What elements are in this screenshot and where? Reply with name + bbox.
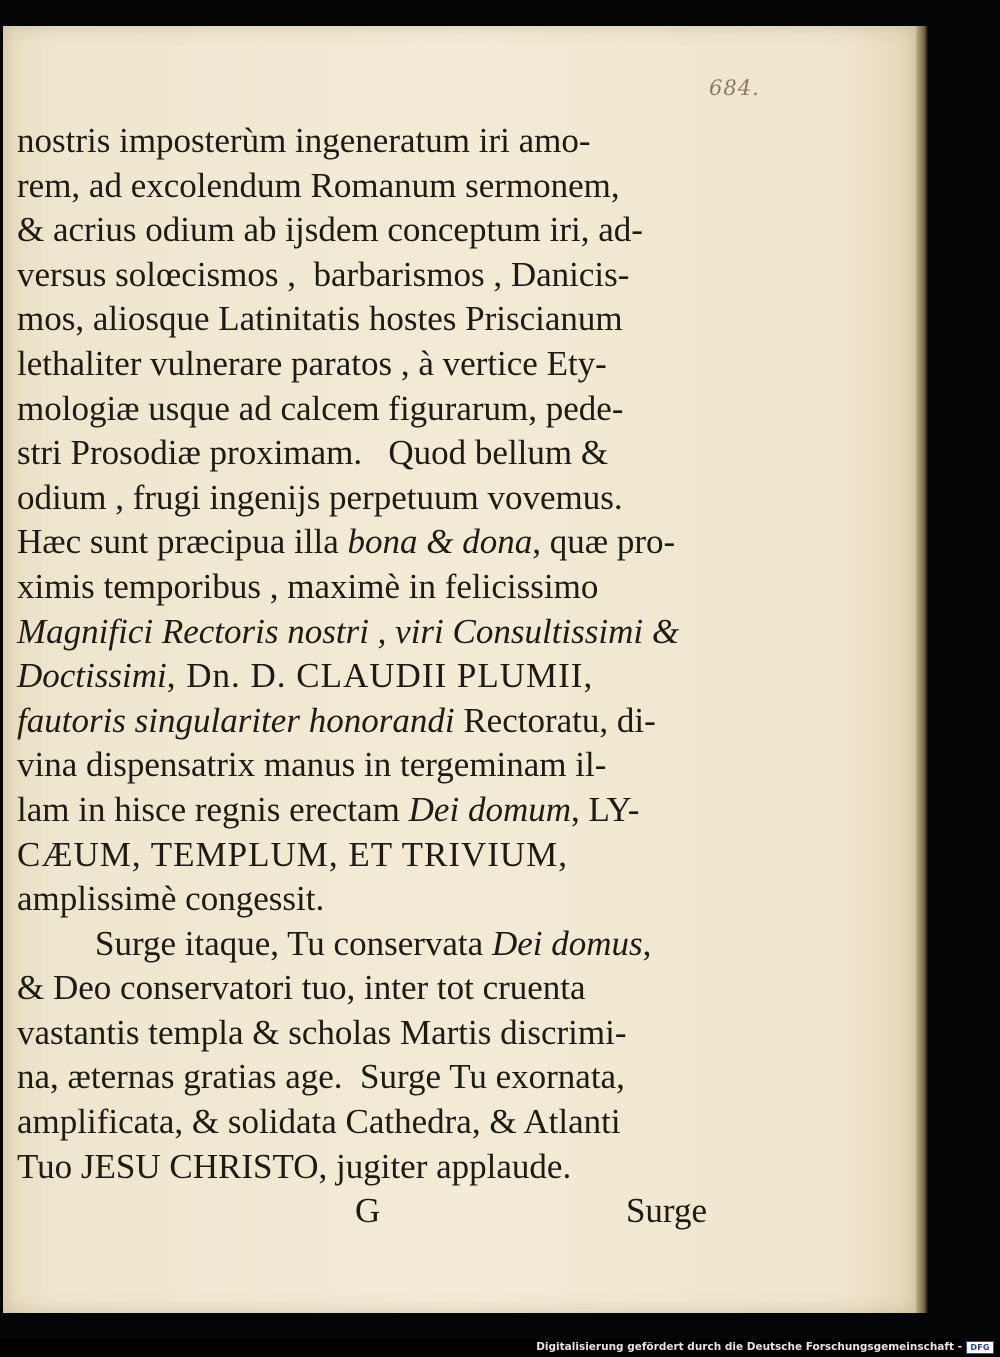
body-text — [17, 119, 707, 1234]
text-line — [17, 476, 707, 521]
text-line — [17, 119, 707, 164]
text-line — [17, 877, 707, 922]
text-segment: lam in hisce regnis erectam — [17, 789, 409, 829]
italic-phrase: bona & dona — [347, 522, 533, 562]
catchline — [17, 1189, 707, 1234]
text-line — [17, 833, 707, 878]
text-line — [17, 654, 707, 699]
text-line — [17, 1011, 707, 1056]
text-line — [17, 743, 707, 788]
text-segment: & Deo conservatori tuo, inter tot cruenta — [17, 968, 586, 1008]
book-page — [3, 26, 916, 1313]
text-segment: Surge itaque, Tu conservata — [95, 923, 492, 963]
text-line — [17, 164, 707, 209]
italic-phrase: Doctissimi — [17, 656, 167, 696]
text-line — [17, 966, 707, 1011]
text-segment: amplificata, & solidata Cathedra, & Atlanti — [17, 1102, 621, 1142]
text-segment: , quæ pro- — [532, 522, 676, 562]
text-segment: , Dn. D. CLAUDII PLUMII, — [166, 656, 594, 696]
text-segment: Hæc sunt præcipua illa — [17, 522, 348, 562]
text-segment: odium , frugi ingenijs perpetuum vovemus. — [17, 477, 623, 517]
text-segment: rem, ad excolendum Romanum sermonem, — [17, 165, 620, 205]
text-segment: mologiæ usque ad calcem figurarum, pede- — [17, 388, 624, 428]
text-segment: mos, aliosque Latinitatis hostes Priscianum — [17, 299, 623, 339]
text-line — [17, 1055, 707, 1100]
text-segment: vastantis templa & scholas Martis discrimi- — [17, 1012, 627, 1052]
text-segment: , LY- — [571, 789, 640, 829]
funding-credit: Digitalisierung gefördert durch die Deutsche Forschungsgemeinschaft - — [536, 1341, 962, 1353]
text-segment: , — [642, 923, 652, 963]
text-line — [17, 922, 707, 967]
text-line — [17, 253, 707, 298]
text-segment: Rectoratu, di- — [454, 700, 656, 740]
italic-phrase: Dei domum — [408, 789, 571, 829]
signature-mark: G — [355, 1191, 381, 1231]
text-segment: ximis temporibus , maximè in felicissimo — [17, 566, 599, 606]
text-line — [17, 1100, 707, 1145]
text-line — [17, 297, 707, 342]
text-segment: Tuo JESU CHRISTO, jugiter applaude. — [17, 1146, 572, 1186]
text-segment: & acrius odium ab ijsdem conceptum iri, ad- — [17, 210, 643, 250]
italic-phrase: fautoris singulariter honorandi — [17, 700, 455, 740]
text-line — [17, 699, 707, 744]
text-segment: amplissimè congessit. — [17, 879, 325, 919]
text-line — [17, 1145, 707, 1190]
text-line — [17, 431, 707, 476]
text-segment: lethaliter vulnerare paratos , à vertice Ety- — [17, 343, 607, 383]
text-line — [17, 520, 707, 565]
text-line — [17, 387, 707, 432]
italic-phrase: Magnifici Rectoris nostri , viri Consultissimi & — [17, 611, 680, 651]
text-segment: vina dispensatrix manus in tergeminam il- — [17, 745, 607, 785]
text-line — [17, 610, 707, 655]
page-edge-shadow — [916, 26, 928, 1313]
dfg-logo: DFG — [966, 1341, 994, 1354]
text-line — [17, 208, 707, 253]
text-line — [17, 788, 707, 833]
text-segment: na, æternas gratias age. Surge Tu exornata, — [17, 1057, 625, 1097]
text-segment: nostris imposterùm ingeneratum iri amo- — [17, 121, 591, 160]
text-line — [17, 565, 707, 610]
text-segment: stri Prosodiæ proximam. Quod bellum & — [17, 433, 609, 473]
catchword: Surge — [625, 1191, 707, 1231]
folio-number: 684. — [709, 76, 760, 100]
text-segment: versus solœcismos , barbarismos , Danicis- — [17, 254, 630, 294]
italic-phrase: Dei domus — [491, 923, 643, 963]
text-line — [17, 342, 707, 387]
text-segment: CÆUM, TEMPLUM, ET TRIVIUM, — [17, 834, 569, 874]
